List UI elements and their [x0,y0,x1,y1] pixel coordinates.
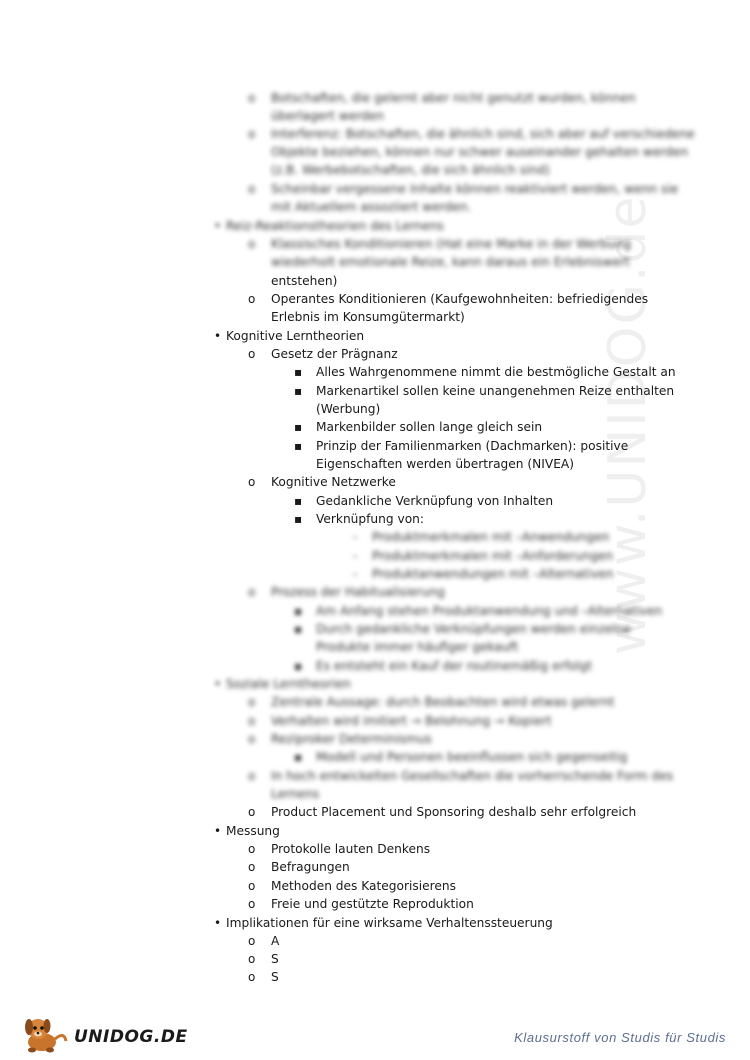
item-text: (z.B. Werbebotschaften, die sich ähnlich sind) [271,163,550,177]
circle-marker: o [248,805,256,819]
watermark: www.UNIDOG.de [598,194,658,655]
item-text: Botschaften, die gelernt aber nicht genutzt wurden, können [271,91,636,105]
circle-marker: o [248,879,256,893]
item-text: Protokolle lauten Denkens [271,842,431,856]
bullet-marker: • [214,329,222,343]
item-text: Markenbilder sollen lange gleich sein [316,420,543,434]
item-text: Soziale Lerntheorien [226,677,351,691]
item-text: Es entsteht ein Kauf der routinemäßig erfolgt [316,659,593,673]
logo-text: UNIDOG.DE [74,1027,188,1047]
item-text: Modell und Personen beeinflussen sich gegenseitig [316,750,628,764]
item-text: Methoden des Kategorisierens [271,879,456,893]
item-text: Interferenz: Botschaften, die ähnlich sind, sich aber auf verschiedene [271,127,695,141]
item-text: In hoch entwickelten Gesellschaften die vorherrschende Form des [271,769,674,783]
dash-marker: - [353,549,358,563]
item-text: Produkte immer häufiger gekauft [316,640,519,654]
item-text: Product Placement und Sponsoring deshalb sehr erfolgreich [271,805,637,819]
item-text: Freie und gestützte Reproduktion [271,897,474,911]
bullet-marker: • [214,219,222,233]
item-text: Objekte beziehen, können nur schwer auseinander gehalten werden [271,145,689,159]
item-text: Zentrale Aussage: durch Beobachten wird etwas gelernt [271,695,615,709]
circle-marker: o [248,347,256,361]
circle-marker: o [248,475,256,489]
bullet-marker: • [214,916,222,930]
footer-tagline: Klausurstoff von Studis für Studis [514,1030,726,1045]
bullet-marker: • [214,677,222,691]
item-text: Reiz-Reaktionstheorien des Lernens [226,219,444,233]
circle-marker: o [248,292,256,306]
square-marker: ▪ [294,512,303,526]
item-text: (Werbung) [316,402,381,416]
item-text: Befragungen [271,860,350,874]
item-text: Verknüpfung von: [316,512,424,526]
circle-marker: o [248,952,256,966]
item-text: Produktanwendungen mit –Alternativen [372,567,614,581]
square-marker: ▪ [294,659,303,673]
item-text: Verhalten wird imitiert → Belohnung → Kopiert [271,714,552,728]
item-text: wiederholt emotionale Reize, kann daraus ein Erlebniswert [271,255,630,269]
item-text: Am Anfang stehen Produktanwendung und –Alternativen [316,604,663,618]
circle-marker: o [248,585,256,599]
square-marker: ▪ [294,604,303,618]
item-text: Kognitive Lerntheorien [226,329,365,343]
circle-marker: o [248,91,256,105]
circle-marker: o [248,182,256,196]
item-text: S [271,970,279,984]
circle-marker: o [248,860,256,874]
circle-marker: o [248,714,256,728]
item-text: Reziproker Determinismus [271,732,432,746]
item-text: Prinzip der Familienmarken (Dachmarken): positive [316,439,629,453]
dash-marker: - [353,530,358,544]
circle-marker: o [248,934,256,948]
circle-marker: o [248,769,256,783]
circle-marker: o [248,695,256,709]
item-text: Messung [226,824,280,838]
item-text: Implikationen für eine wirksame Verhaltenssteuerung [226,916,553,930]
item-text: Gesetz der Prägnanz [271,347,398,361]
item-text: Eigenschaften werden übertragen (NIVEA) [316,457,574,471]
dog-mascot-icon [20,1015,72,1055]
item-text: Kognitive Netzwerke [271,475,396,489]
item-text: Gedankliche Verknüpfung von Inhalten [316,494,554,508]
circle-marker: o [248,970,256,984]
dash-marker: - [353,567,358,581]
item-text: entstehen) [271,274,338,288]
unidog-logo[interactable] [20,1015,188,1055]
circle-marker: o [248,237,256,251]
circle-marker: o [248,842,256,856]
item-text: Operantes Konditionieren (Kaufgewohnheiten: befriedigendes [271,292,649,306]
item-text: A [271,934,280,948]
item-text: Durch gedankliche Verknüpfungen werden einzelne [316,622,631,636]
item-text: mit Aktuellem assoziiert werden. [271,200,472,214]
circle-marker: o [248,127,256,141]
square-marker: ▪ [294,439,303,453]
item-text: Scheinbar vergessene Inhalte können reaktiviert werden, wenn sie [271,182,679,196]
item-text: Klassisches Konditionieren (Hat eine Marke in der Werbung [271,237,632,251]
item-text: Erlebnis im Konsumgütermarkt) [271,310,465,324]
item-text: überlagert werden [271,109,384,123]
item-text: Prozess der Habitualisierung [271,585,445,599]
square-marker: ▪ [294,365,303,379]
bullet-marker: • [214,824,222,838]
item-text: Produktmerkmalen mit –Anforderungen [372,549,614,563]
circle-marker: o [248,732,256,746]
item-text: S [271,952,279,966]
circle-marker: o [248,897,256,911]
square-marker: ▪ [294,750,303,764]
square-marker: ▪ [294,622,303,636]
square-marker: ▪ [294,494,303,508]
item-text: Produktmerkmalen mit –Anwendungen [372,530,610,544]
square-marker: ▪ [294,420,303,434]
square-marker: ▪ [294,384,303,398]
item-text: Markenartikel sollen keine unangenehmen Reize enthalten [316,384,675,398]
item-text: Alles Wahrgenommene nimmt die bestmögliche Gestalt an [316,365,676,379]
item-text: Lernens [271,787,320,801]
